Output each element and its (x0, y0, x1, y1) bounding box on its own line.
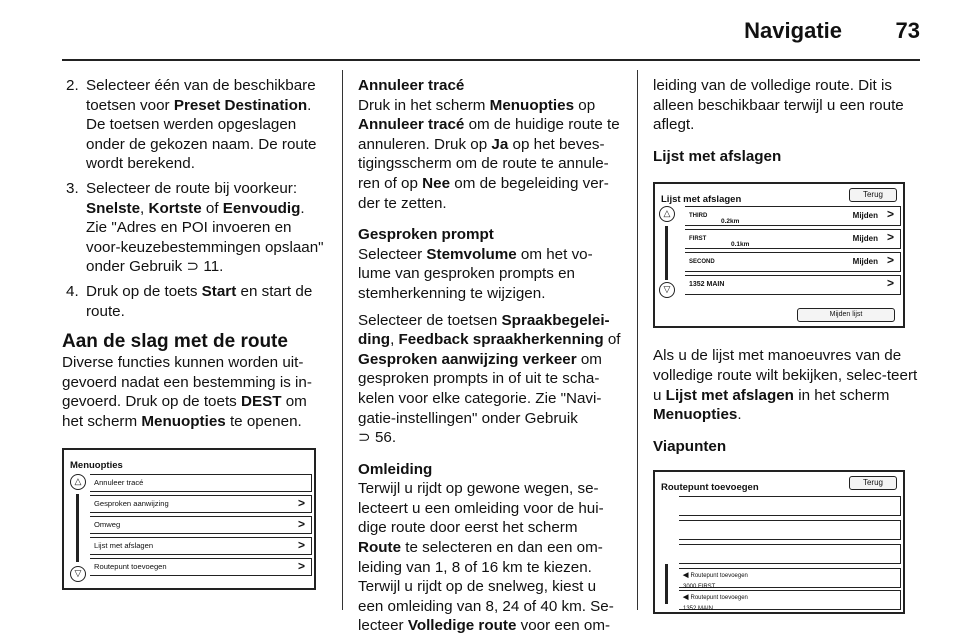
step-number: 3. (66, 179, 79, 197)
turn-street: THIRD (689, 213, 708, 220)
menu-item-label: Annuleer tracé (94, 477, 144, 487)
key-dest: DEST (240, 393, 282, 411)
turn-list-figure (653, 182, 905, 328)
step-key: Preset Destination (173, 96, 308, 114)
menu-item-detour (90, 516, 312, 534)
text: , (390, 331, 399, 349)
key-no: Nee (422, 174, 451, 192)
key-cancel: Annuleer tracé (358, 116, 465, 134)
figure-title: Menuopties (70, 459, 123, 471)
menu-item-label: Omweg (94, 519, 121, 529)
waypoint-row-1 (679, 568, 901, 591)
chevron-right-icon: > (886, 253, 894, 268)
text: in het scherm (793, 386, 890, 404)
waypoint-label: Routepunt toevoegen (690, 573, 748, 580)
chevron-right-icon: > (886, 207, 894, 222)
chevron-right-icon: > (297, 558, 305, 573)
menuopties-figure (62, 448, 316, 590)
waypoint-row-empty (679, 520, 901, 540)
waypoint-address: 3000 FIRST (683, 584, 716, 591)
scroll-up-icon: △ (70, 474, 86, 490)
option-shortest: Kortste (148, 199, 202, 217)
turn-distance: 0.1km (731, 241, 750, 249)
turn-street: 1352 MAIN (689, 281, 725, 289)
text: om de begeleiding ver-der te zetten. (358, 174, 609, 212)
turn-street: SECOND (689, 259, 715, 266)
chevron-right-icon: > (886, 276, 894, 291)
step-4 (62, 282, 328, 321)
text: . (737, 406, 742, 424)
key-traffic: Gesproken aanwijzing verkeer (358, 350, 577, 368)
chevron-right-icon: > (297, 495, 305, 510)
text: Selecteer de toetsen (358, 311, 502, 329)
heading-waypoints: Viapunten (653, 437, 727, 455)
heading-cancel-route: Annuleer tracé (358, 77, 465, 94)
text: om het vo-lume van gesproken prompts en stemherkenning te wijzigen. (358, 245, 593, 302)
text: of (603, 331, 621, 349)
menu-item-waypoint (90, 558, 312, 576)
turn-row-third (685, 206, 901, 226)
step-number: 2. (66, 77, 79, 94)
text: op (574, 96, 596, 114)
header-rule (62, 59, 920, 61)
key-route: Route (358, 539, 402, 557)
separator: of (201, 199, 223, 217)
key-volume: Stemvolume (426, 245, 517, 263)
chapter-title: Navigatie (744, 18, 842, 43)
key-feedback: Feedback spraakherkenning (398, 331, 604, 349)
text: voor een om- (516, 617, 611, 635)
key-yes: Ja (491, 135, 509, 153)
page-ref: ⊃ 56. (358, 429, 397, 447)
key-full-route: Volledige route (407, 617, 517, 635)
menu-item-voice (90, 495, 312, 513)
step-text: Selecteer de route bij voorkeur: (86, 179, 298, 197)
waypoint-row-empty (679, 496, 901, 516)
paragraph-voice-toggles (358, 311, 622, 448)
option-fastest: Snelste (86, 199, 141, 217)
waypoint-label: Routepunt toevoegen (690, 595, 748, 602)
turn-row-first (685, 229, 901, 249)
turn-row-destination (685, 275, 901, 295)
back-button: Terug (849, 476, 897, 490)
text: om het scherm (62, 393, 307, 430)
text: te selecteren en dan een om-leiding van 1, 8 of 16 km te kiezen. Terwijl u rijdt op de snelweg, kiest u een omleiding van 8, 24 of 40 km. Se-lecteer (358, 539, 614, 635)
page-ref: ⊃ 11. (186, 258, 224, 276)
column-1 (62, 76, 328, 590)
text: Als u de lijst met manoeuvres van de volledige route wilt bekijken, selec-teert u (653, 347, 918, 404)
menu-item-cancel (90, 474, 312, 492)
separator: , (140, 199, 149, 217)
route-line (665, 564, 668, 604)
waypoint-row-2 (679, 590, 901, 613)
column-divider-2 (637, 70, 638, 610)
turn-street: FIRST (689, 236, 707, 243)
page-header (0, 0, 960, 62)
column-divider-1 (342, 70, 343, 610)
text: Diverse functies kunnen worden uit-gevoerd nadat een bestemming is in-gevoerd. Druk op de toets (62, 354, 312, 411)
text: te openen. (225, 412, 302, 430)
step-3 (62, 179, 328, 277)
menu-item-label: Gesproken aanwijzing (94, 498, 169, 508)
step-text: Druk op de toets (86, 282, 202, 300)
avoid-label: Mijden (852, 211, 878, 221)
key-menu: Menuopties (141, 412, 226, 430)
page-number: 73 (895, 18, 920, 43)
heading-voice-prompt: Gesproken prompt (358, 226, 494, 244)
text: Terwijl u rijdt op gewone wegen, se-lecteert u een omleiding voor de hui-dige route door eerst het scherm (358, 480, 604, 537)
key-turn-list: Lijst met afslagen (665, 386, 794, 404)
scroll-down-icon: ▽ (70, 566, 86, 582)
chevron-right-icon: > (297, 537, 305, 552)
column-3 (653, 76, 921, 614)
waypoint-address: 1352 MAIN (683, 606, 714, 613)
add-arrow-icon: ◀ (683, 572, 689, 580)
step-text: en start de route. (86, 282, 313, 320)
section-title: Aan de slag met de route (62, 331, 288, 353)
step-2 (62, 76, 328, 174)
section-paragraph (62, 353, 328, 431)
waypoint-figure (653, 470, 905, 614)
scrollbar (76, 494, 79, 562)
chevron-right-icon: > (886, 230, 894, 245)
paragraph-detour (358, 479, 622, 636)
menu-item-label: Lijst met afslagen (94, 540, 154, 550)
column-2 (358, 76, 622, 642)
chevron-right-icon: > (297, 516, 305, 531)
paragraph-full-route: leiding van de volledige route. Dit is alleen beschikbaar terwijl u een route aflegt. (653, 77, 904, 134)
avoid-label: Mijden (852, 257, 878, 267)
key-menu: Menuopties (653, 406, 738, 424)
key-menu: Menuopties (489, 96, 575, 114)
step-number: 4. (66, 282, 79, 300)
step-text: . De toetsen werden opgeslagen onder de gekozen naam. De route wordt berekend. (86, 96, 317, 173)
waypoint-row-empty (679, 544, 901, 564)
scroll-up-icon: △ (659, 206, 675, 222)
text: om de huidige route te annuleren. Druk op (358, 116, 620, 153)
paragraph-turn-list (653, 346, 921, 424)
add-arrow-icon: ◀ (683, 594, 689, 602)
heading-detour: Omleiding (358, 460, 433, 478)
key-guidance: Spraakbegelei-ding (358, 311, 610, 349)
avoid-label: Mijden (852, 234, 878, 244)
step-text: Selecteer één van de beschikbare toetsen voor (86, 77, 316, 114)
step-text: . Zie "Adres en POI invoeren en voor-keuzebestemmingen opslaan" onder Gebruik (86, 199, 324, 276)
text: Selecteer (358, 245, 427, 263)
figure-title: Lijst met afslagen (661, 194, 742, 206)
option-easy: Eenvoudig (222, 199, 301, 217)
turn-row-second (685, 252, 901, 272)
text: Druk in het scherm (358, 96, 490, 114)
avoid-list-button: Mijden lijst (797, 308, 895, 322)
paragraph-cancel-route (358, 96, 622, 214)
scrollbar (665, 226, 668, 280)
menu-item-turns (90, 537, 312, 555)
turn-distance: 0.2km (721, 218, 740, 226)
paragraph-voice-volume (358, 245, 622, 304)
text: om gesproken prompts in of uit te scha-kelen voor elke categorie. Zie "Navi-gatie-instellingen" onder Gebruik (358, 350, 602, 427)
text: op het beves-tigingsscherm om de route te annule-ren of op (358, 135, 609, 192)
heading-turn-list: Lijst met afslagen (653, 147, 782, 165)
back-button: Terug (849, 188, 897, 202)
menu-item-label: Routepunt toevoegen (94, 561, 167, 571)
step-key: Start (201, 282, 237, 300)
figure-title: Routepunt toevoegen (661, 482, 759, 494)
scroll-down-icon: ▽ (659, 282, 675, 298)
